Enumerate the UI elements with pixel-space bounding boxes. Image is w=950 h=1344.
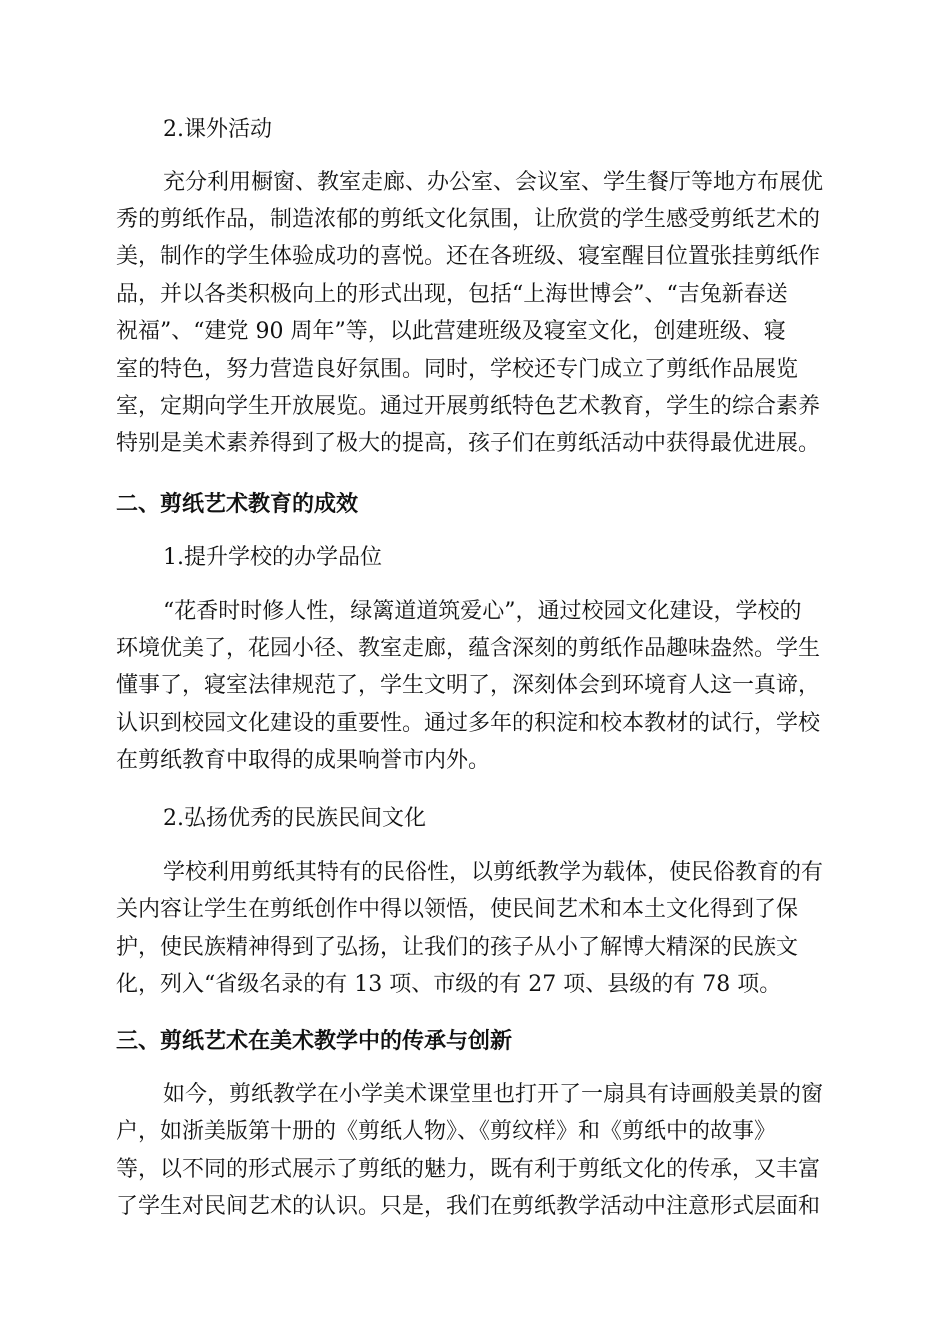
paragraph-line: 美，制作的学生体验成功的喜悦。还在各班级、寝室醒目位置张挂剪纸作	[116, 244, 821, 269]
paragraph-line: 了学生对民间艺术的认识。只是，我们在剪纸教学活动中注意形式层面和	[116, 1194, 821, 1219]
paragraph-line: 室，定期向学生开放展览。通过开展剪纸特色艺术教育，学生的综合素养	[116, 394, 821, 419]
paragraph-line: 懂事了，寝室法律规范了，学生文明了，深刻体会到环境育人这一真谛，	[116, 673, 821, 698]
section-heading-2: 二、剪纸艺术教育的成效	[116, 492, 359, 517]
subheading-folk-culture: 2.弘扬优秀的民族民间文化	[163, 806, 426, 831]
paragraph-line: 认识到校园文化建设的重要性。通过多年的积淀和校本教材的试行，学校	[116, 711, 821, 736]
paragraph-line: 护，使民族精神得到了弘扬，让我们的孩子从小了解博大精深的民族文	[116, 935, 799, 960]
paragraph-line: 如今，剪纸教学在小学美术课堂里也打开了一扇具有诗画般美景的窗	[163, 1082, 824, 1107]
paragraph-line: 在剪纸教育中取得的成果响誉市内外。	[116, 748, 491, 773]
paragraph-line: 学校利用剪纸其特有的民俗性，以剪纸教学为载体，使民俗教育的有	[163, 860, 824, 885]
paragraph-line: 特别是美术素养得到了极大的提高，孩子们在剪纸活动中获得最优进展。	[116, 431, 821, 456]
paragraph-line: 品，并以各类积极向上的形式出现，包括“上海世博会”、“吉兔新春送	[116, 282, 788, 307]
paragraph-line: 秀的剪纸作品，制造浓郁的剪纸文化氛围，让欣赏的学生感受剪纸艺术的	[116, 207, 821, 232]
paragraph-line: 祝福”、“建党 90 周年”等，以此营建班级及寝室文化，创建班级、寝	[116, 319, 786, 344]
paragraph-line: 户，如浙美版第十册的《剪纸人物》、《剪纹样》和《剪纸中的故事》	[116, 1119, 777, 1144]
subheading-extracurricular: 2.课外活动	[163, 117, 272, 142]
paragraph-line: “花香时时修人性，绿篱道道筑爱心”，通过校园文化建设，学校的	[163, 599, 802, 624]
paragraph-line: 关内容让学生在剪纸创作中得以领悟，使民间艺术和本土文化得到了保	[116, 897, 799, 922]
paragraph-line: 环境优美了，花园小径、教室走廊，蕴含深刻的剪纸作品趣味盎然。学生	[116, 636, 821, 661]
section-heading-3: 三、剪纸艺术在美术教学中的传承与创新	[116, 1029, 513, 1054]
subheading-school-quality: 1.提升学校的办学品位	[163, 545, 382, 570]
paragraph-line: 等，以不同的形式展示了剪纸的魅力，既有利于剪纸文化的传承，又丰富	[116, 1157, 821, 1182]
paragraph-line: 充分利用橱窗、教室走廊、办公室、会议室、学生餐厅等地方布展优	[163, 170, 824, 195]
paragraph-line: 室的特色，努力营造良好氛围。同时，学校还专门成立了剪纸作品展览	[116, 357, 799, 382]
paragraph-line: 化，列入“省级名录的有 13 项、市级的有 27 项、县级的有 78 项。	[116, 972, 782, 997]
